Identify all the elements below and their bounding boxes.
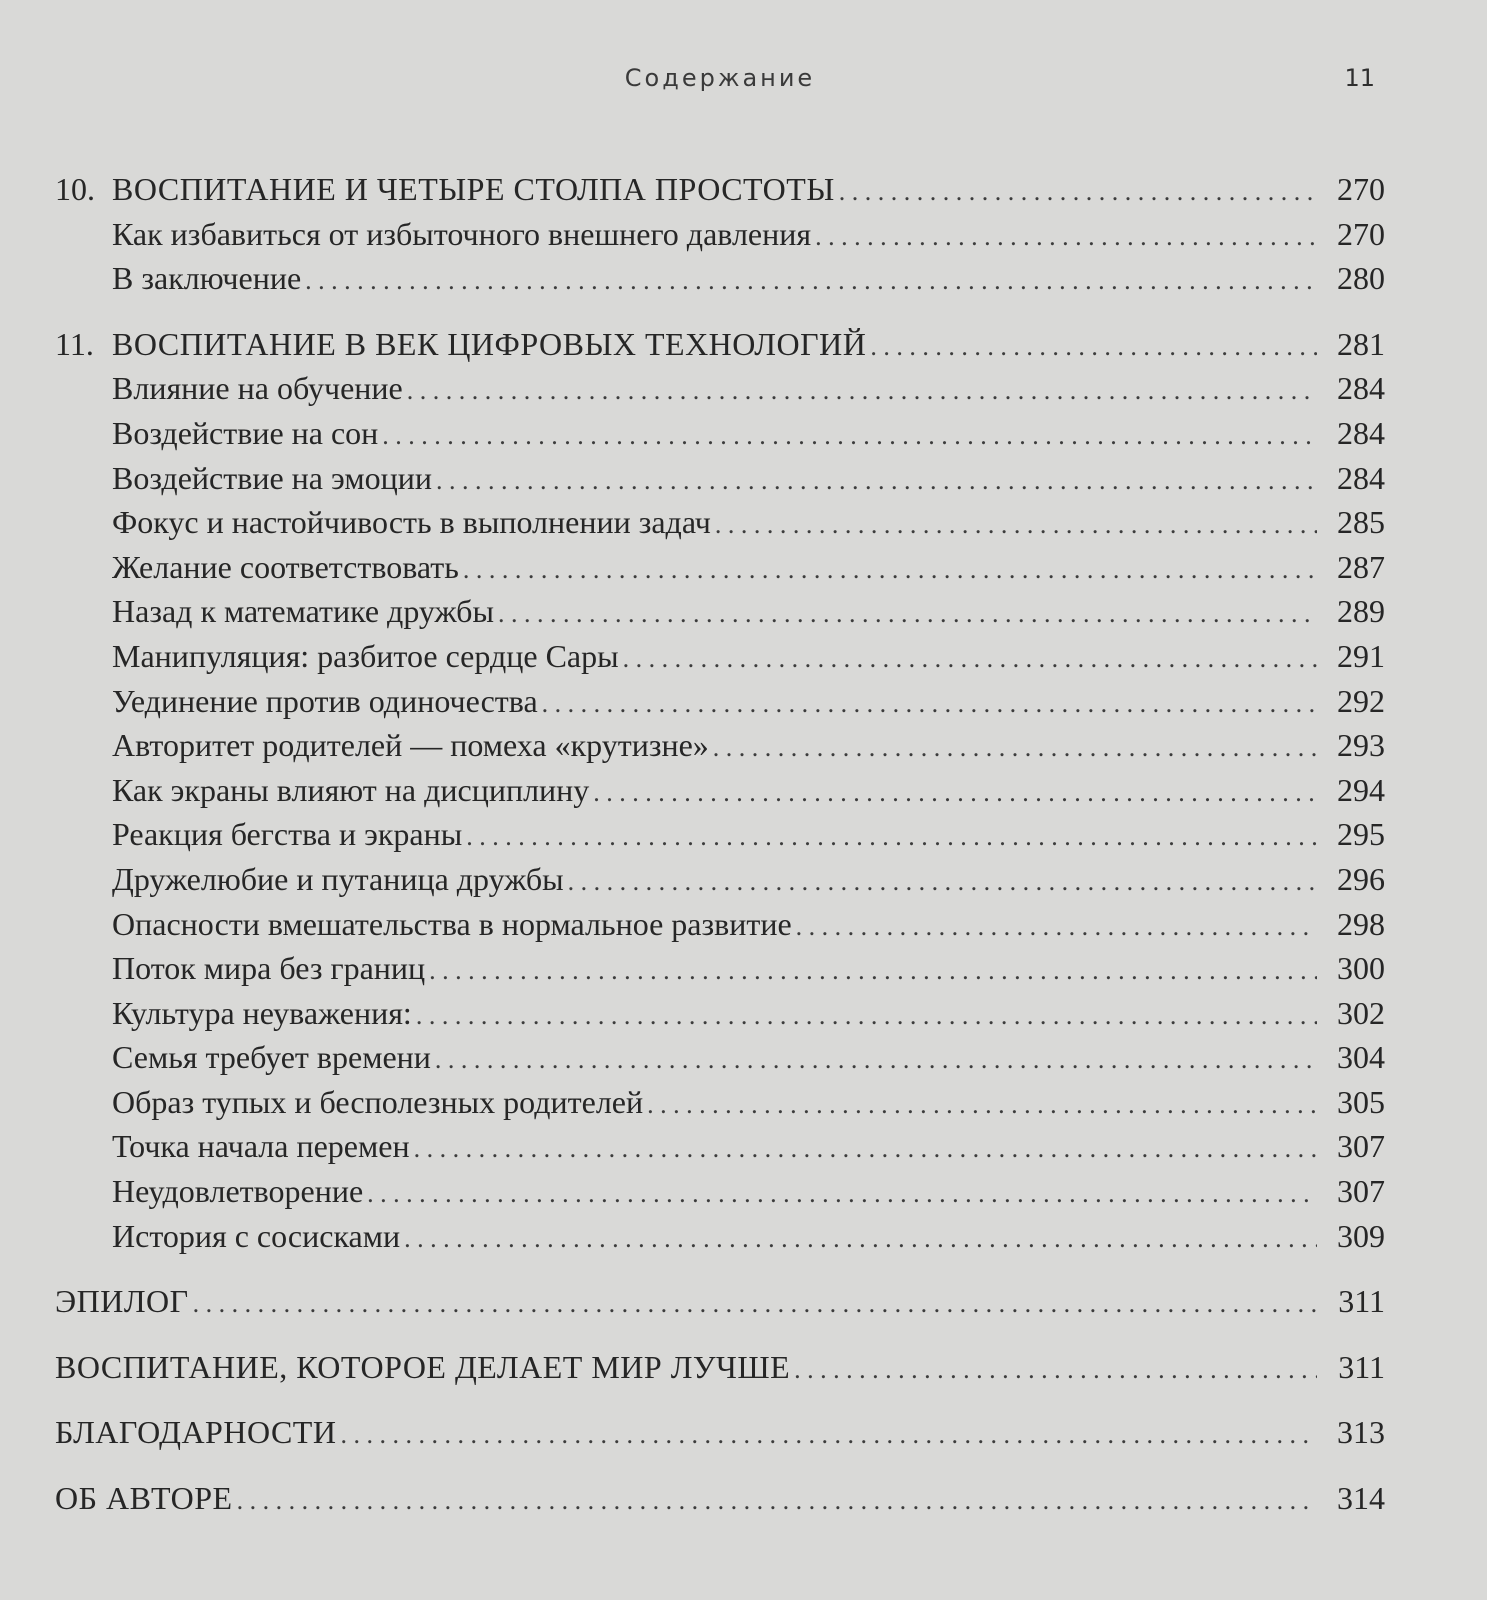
toc-entry-title: Точка начала перемен <box>112 1128 410 1165</box>
toc-entry-title: Семья требует времени <box>112 1039 431 1076</box>
dot-leader <box>498 592 1317 636</box>
toc-entry-page: 305 <box>1337 1083 1385 1120</box>
toc-entry-page: 295 <box>1337 816 1385 853</box>
toc-subentry <box>55 857 1385 902</box>
toc-subentry <box>55 812 1385 857</box>
dot-leader <box>593 771 1317 815</box>
toc-entry-page: 284 <box>1337 370 1385 407</box>
toc-chapter-number: 10. <box>55 171 95 207</box>
toc-entry-page: 311 <box>1338 1348 1385 1385</box>
toc-entry-title: Воздействие на эмоции <box>112 459 433 496</box>
toc-subentry <box>55 902 1385 947</box>
toc-entry-title: Реакция бегства и экраны <box>112 816 463 853</box>
dot-leader <box>414 1127 1317 1171</box>
dot-leader <box>237 1479 1317 1523</box>
dot-leader <box>382 414 1317 458</box>
dot-leader <box>436 459 1317 503</box>
toc-chapter-number: 11. <box>55 325 94 362</box>
toc-entry-page: 287 <box>1337 548 1385 585</box>
dot-leader <box>404 1217 1317 1261</box>
toc-entry-title: ВОСПИТАНИЕ И ЧЕТЫРЕ СТОЛПА ПРОСТОТЫ <box>112 171 835 207</box>
dot-leader <box>794 1348 1317 1392</box>
toc-entry-title: Культура неуважения: <box>112 994 412 1031</box>
running-head-title: Содержание <box>624 64 816 92</box>
dot-leader <box>435 1038 1317 1082</box>
dot-leader <box>367 1172 1317 1216</box>
toc-entry-page: 280 <box>1337 260 1385 297</box>
toc-subentry <box>55 723 1385 768</box>
toc-subentry <box>55 946 1385 991</box>
toc-subentry <box>55 256 1385 301</box>
toc-entry-page: 289 <box>1337 593 1385 630</box>
dot-leader <box>463 548 1317 592</box>
dot-leader <box>713 726 1317 770</box>
toc-chapter-entry <box>55 167 1385 212</box>
toc-entry-title: Фокус и настойчивость в выполнении задач <box>112 504 711 541</box>
toc-entry-title: В заключение <box>112 260 302 297</box>
toc-entry-page: 307 <box>1337 1128 1385 1165</box>
toc-subentry <box>55 634 1385 679</box>
dot-leader <box>193 1282 1317 1326</box>
toc-entry-page: 300 <box>1337 950 1385 987</box>
dot-leader <box>542 682 1317 726</box>
toc-subentry <box>55 1080 1385 1125</box>
dot-leader <box>429 949 1317 993</box>
toc-entry-title: ОБ АВТОРЕ <box>55 1480 233 1517</box>
toc-entry-title: Назад к математике дружбы <box>112 593 494 630</box>
dot-leader <box>407 369 1317 413</box>
toc-entry-page: 294 <box>1337 771 1385 808</box>
toc-entry-page: 284 <box>1337 414 1385 451</box>
toc-subentry <box>55 1169 1385 1214</box>
toc-entry-page: 309 <box>1337 1217 1385 1254</box>
toc-entry-title: Поток мира без границ <box>112 950 426 987</box>
toc-subentry <box>55 1124 1385 1169</box>
toc-entry-title: ВОСПИТАНИЕ В ВЕК ЦИФРОВЫХ ТЕХНОЛОГИЙ <box>112 325 867 362</box>
toc-entry-title: История с сосисками <box>112 1217 401 1254</box>
toc-subentry <box>55 1035 1385 1080</box>
toc-subentry <box>55 456 1385 501</box>
toc-entry-title: Дружелюбие и путаница дружбы <box>112 860 564 897</box>
toc-subentry <box>55 589 1385 634</box>
toc-entry-title: Авторитет родителей — помеха «крутизне» <box>112 727 709 764</box>
toc-entry-title: Влияние на обучение <box>112 370 403 407</box>
toc-entry-page: 293 <box>1337 727 1385 764</box>
dot-leader <box>466 815 1317 859</box>
toc-entry-page: 296 <box>1337 860 1385 897</box>
toc-chapter-entry <box>55 322 1385 367</box>
toc-entry-page: 291 <box>1337 637 1385 674</box>
toc-entry-title: Воздействие на сон <box>112 414 379 451</box>
toc-entry-title: Как избавиться от избыточного внешнего давления <box>112 215 812 252</box>
toc-entry-page: 270 <box>1337 215 1385 252</box>
toc-entry-page: 313 <box>1337 1414 1385 1451</box>
toc-top-entry <box>55 1279 1385 1324</box>
toc-entry-title: Манипуляция: разбитое сердце Сары <box>112 637 619 674</box>
toc-subentry <box>55 212 1385 257</box>
toc-subentry <box>55 500 1385 545</box>
toc-entry-title: ЭПИЛОГ <box>55 1283 189 1320</box>
toc-top-entry <box>55 1476 1385 1521</box>
dot-leader <box>568 860 1317 904</box>
toc-entry-title: Образ тупых и бесполезных родителей <box>112 1083 644 1120</box>
dot-leader <box>796 905 1317 949</box>
dot-leader <box>623 637 1317 681</box>
toc-entry-title: Неудовлетворение <box>112 1173 364 1210</box>
dot-leader <box>416 994 1317 1038</box>
toc-subentry <box>55 991 1385 1036</box>
toc-entry-page: 307 <box>1337 1173 1385 1210</box>
toc-subentry <box>55 768 1385 813</box>
toc-top-entry <box>55 1410 1385 1455</box>
toc-subentry <box>55 1214 1385 1259</box>
toc-entry-page: 270 <box>1337 171 1385 207</box>
toc-subentry <box>55 366 1385 411</box>
dot-leader <box>715 503 1317 547</box>
toc-subentry <box>55 545 1385 590</box>
toc-entry-title: Уединение против одиночества <box>112 682 538 719</box>
toc-entry-page: 298 <box>1337 905 1385 942</box>
toc-subentry <box>55 679 1385 724</box>
toc-subentry <box>55 411 1385 456</box>
toc-entry-page: 311 <box>1338 1283 1385 1320</box>
toc-entry-page: 304 <box>1337 1039 1385 1076</box>
toc-entry-page: 284 <box>1337 459 1385 496</box>
running-head <box>0 64 1487 104</box>
toc-entry-title: Опасности вмешательства в нормальное развитие <box>112 905 792 942</box>
dot-leader <box>647 1083 1317 1127</box>
dot-leader <box>839 170 1317 214</box>
dot-leader <box>305 259 1317 303</box>
dot-leader <box>340 1413 1317 1457</box>
toc-entry-title: ВОСПИТАНИЕ, КОТОРОЕ ДЕЛАЕТ МИР ЛУЧШЕ <box>55 1348 791 1385</box>
toc-entry-page: 281 <box>1337 325 1385 362</box>
dot-leader <box>815 215 1317 259</box>
toc-entry-page: 292 <box>1337 682 1385 719</box>
page-number: 11 <box>1344 64 1375 92</box>
toc-top-entry <box>55 1345 1385 1390</box>
toc-entry-title: Желание соответствовать <box>112 548 459 585</box>
toc-entry-title: Как экраны влияют на дисциплину <box>112 771 590 808</box>
toc-entry-page: 285 <box>1337 504 1385 541</box>
toc-entry-page: 302 <box>1337 994 1385 1031</box>
dot-leader <box>870 325 1317 369</box>
toc-entry-title: БЛАГОДАРНОСТИ <box>55 1414 337 1451</box>
toc-entry-page: 314 <box>1337 1480 1385 1517</box>
table-of-contents <box>55 167 1385 1521</box>
